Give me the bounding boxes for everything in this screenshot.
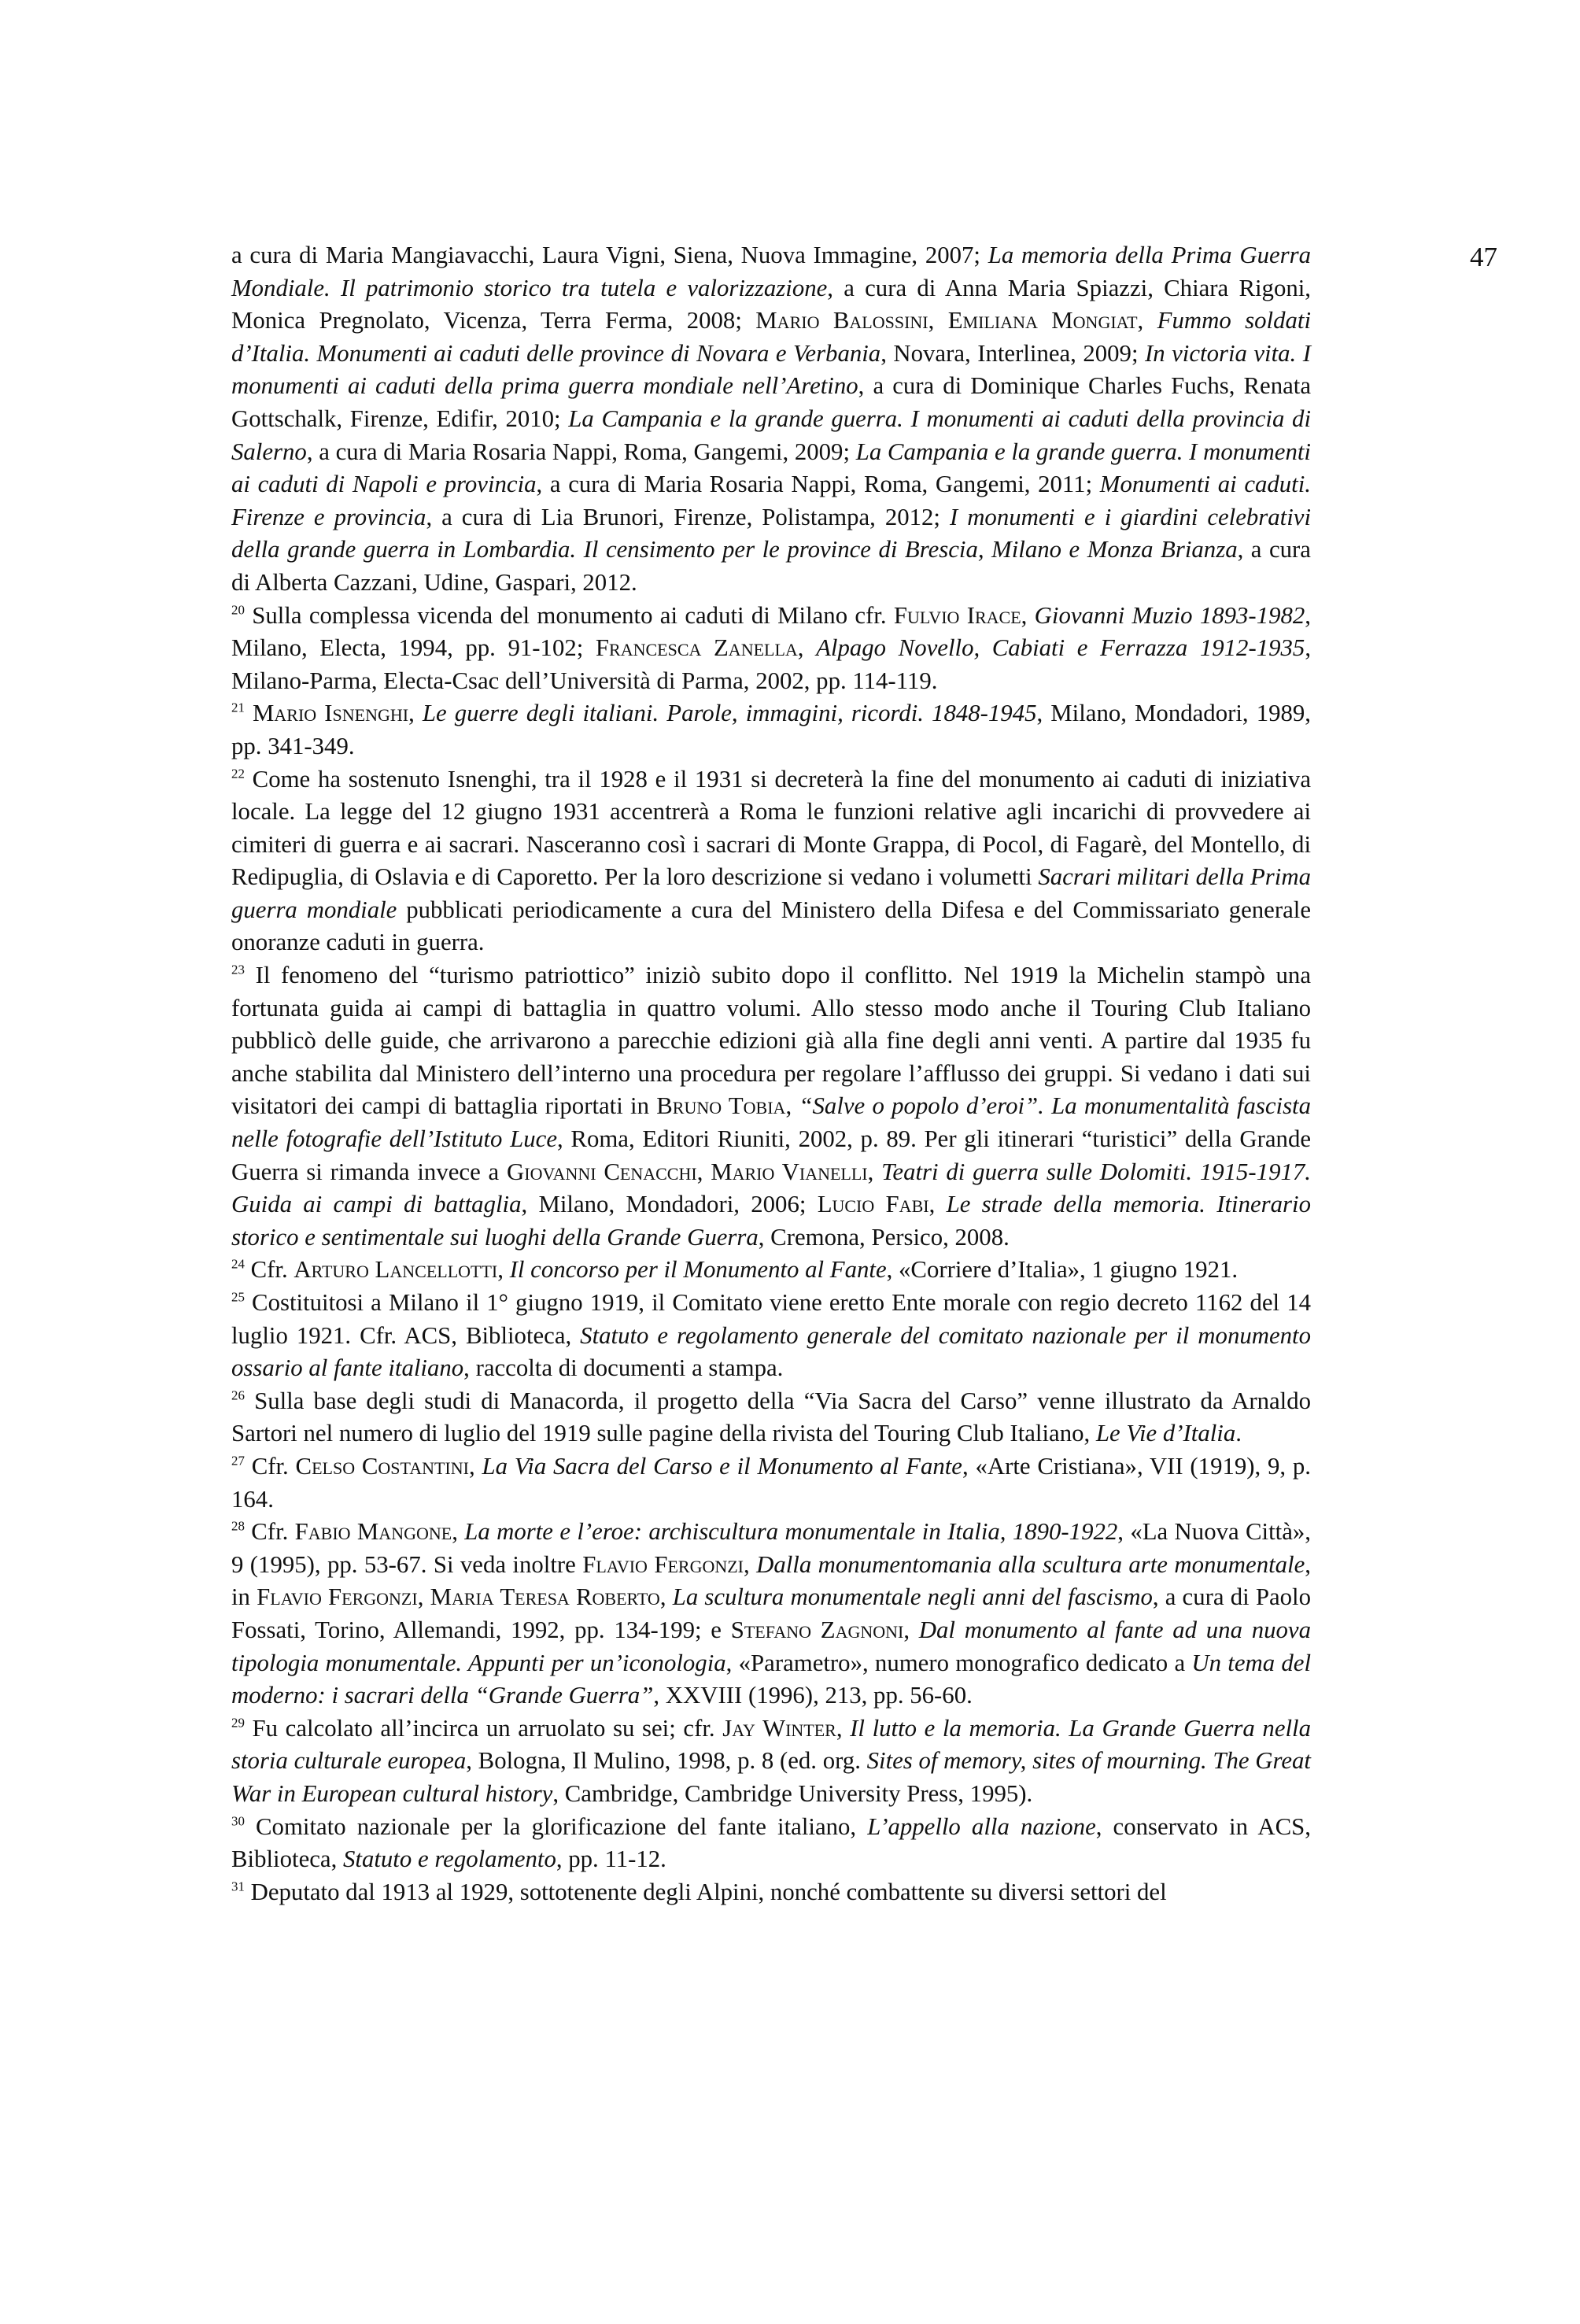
footnote-22 (231, 763, 1311, 960)
title-text: Statuto e regolamento (342, 1846, 556, 1873)
footnote-text: , Milano, Mondadori, 1989, pp. 341-349. (231, 700, 1311, 759)
footnote-text: , Milano, Electa, 1994, pp. 91-102; (231, 601, 1311, 662)
footnote-23 (231, 959, 1311, 1254)
title-text: Dalla monumentomania alla scultura arte monumentale (756, 1550, 1305, 1578)
footnote-number: 23 (231, 962, 245, 977)
author-name: Flavio Fergonzi (582, 1550, 744, 1578)
footnote-text: , Novara, Interlinea, 2009; (880, 339, 1145, 367)
footnote-text: , (836, 1714, 851, 1742)
footnote-text: , (867, 1158, 882, 1185)
footnote-text: , Cremona, Persico, 2008. (758, 1223, 1010, 1251)
title-text: Sacrari militari della Prima guerra mondiale (231, 863, 1311, 923)
title-text: Il concorso per il Monumento al Fante (509, 1256, 887, 1284)
footnote-text: , raccolta di documenti a stampa. (463, 1354, 784, 1382)
footnote-31 (231, 1876, 1311, 1909)
footnote-text: Comitato nazionale per la glorificazione del fante italiano, (244, 1812, 868, 1840)
footnote-text: , (696, 1158, 711, 1185)
title-text: “Salve o popolo d’eroi”. La monumentalità fascista nelle fotografie dell’Istituto Luce (231, 1092, 1312, 1153)
footnotes-body (231, 239, 1311, 1908)
footnote-20 (231, 600, 1311, 698)
title-text: La Campania e la grande guerra. I monumenti ai caduti di Napoli e provincia (231, 438, 1311, 498)
footnote-28 (231, 1516, 1311, 1713)
footnote-text: , «Arte Cristiana», VII (1919), 9, p. 164. (231, 1452, 1311, 1513)
author-name: Mario Vianelli (711, 1158, 868, 1185)
footnote-text: , Milano-Parma, Electa-Csac dell’Università di Parma, 2002, pp. 114-119. (231, 634, 1312, 694)
author-name: Flavio Fergonzi (257, 1583, 418, 1611)
footnote-30 (231, 1811, 1311, 1876)
footnote-27 (231, 1450, 1311, 1516)
title-text: La Campania e la grande guerra. I monumenti ai caduti della provincia di Salerno (231, 405, 1312, 465)
footnote-text: , XXVIII (1996), 213, pp. 56-60. (653, 1682, 973, 1709)
footnote-number: 26 (231, 1387, 245, 1403)
footnote-text: , a cura di Anna Maria Spiazzi, Chiara Rigoni, Monica Pregnolato, Vicenza, Terra Ferma, 2008; (231, 274, 1311, 334)
author-name: Jay Winter (722, 1714, 836, 1742)
title-text: La memoria della Prima Guerra Mondiale. Il patrimonio storico tra tutela e valorizzazione (231, 242, 1312, 301)
title-text: Statuto e regolamento generale del comitato nazionale per il monumento ossario al fante italiano (231, 1321, 1311, 1382)
footnote-text: , in (231, 1550, 1311, 1611)
author-name: Mario Isnenghi (253, 700, 409, 727)
footnote-text: , Cambridge, Cambridge University Press, 1995). (552, 1779, 1033, 1807)
footnote-text: , Roma, Editori Riuniti, 2002, p. 89. Per gli itinerari “turistici” della Grande Guerra si rimanda invece a (231, 1125, 1312, 1185)
footnote-text: , pp. 11-12. (556, 1846, 666, 1873)
footnote-text: , (659, 1583, 673, 1611)
footnote-text: , (928, 307, 948, 334)
title-text: Monumenti ai caduti. Firenze e provincia (231, 471, 1311, 530)
footnote-text: , Bologna, Il Mulino, 1998, p. 8 (ed. org. (466, 1747, 867, 1775)
title-text: L’appello alla nazione (867, 1812, 1096, 1840)
footnote-text: , «Corriere d’Italia», 1 giugno 1921. (886, 1256, 1239, 1284)
author-name: Fabio Mangone (294, 1518, 452, 1546)
footnote-text: . (1235, 1420, 1242, 1447)
author-name: Stefano Zagnoni (730, 1616, 904, 1643)
footnote-text: Deputato dal 1913 al 1929, sottotenente degli Alpini, nonché combattente su diversi settori del (244, 1878, 1167, 1905)
title-text: La morte e l’eroe: archiscultura monumentale in Italia, 1890-1922 (464, 1518, 1118, 1546)
footnote-text: , (417, 1583, 430, 1611)
footnote-number: 29 (231, 1715, 245, 1731)
title-text: Le Vie d’Italia (1095, 1420, 1236, 1447)
author-name: Maria Teresa Roberto (430, 1583, 660, 1611)
footnote-text: Cfr. (244, 1452, 296, 1480)
title-text: Le strade della memoria. Itinerario storico e sentimentale sui luoghi della Grande Guerra (231, 1191, 1311, 1251)
title-text: La Via Sacra del Carso e il Monumento al Fante (482, 1452, 962, 1480)
footnote-text: , «Parametro», numero monografico dedicato a (725, 1649, 1192, 1676)
title-text: Un tema del moderno: i sacrari della “Grande Guerra” (231, 1649, 1312, 1709)
footnote-text: , (497, 1256, 510, 1284)
author-name: Bruno Tobia (656, 1092, 786, 1120)
footnote-25 (231, 1287, 1311, 1385)
title-text: Le guerre degli italiani. Parole, immagini, ricordi. 1848-1945 (422, 700, 1037, 727)
footnote-number: 21 (231, 700, 245, 716)
footnote-text: , a cura di Alberta Cazzani, Udine, Gaspari, 2012. (231, 536, 1311, 596)
title-text: I monumenti e i giardini celebrativi della grande guerra in Lombardia. Il censimento per le province di Brescia, Milano e Monza Brianza (231, 503, 1312, 563)
title-text: Il lutto e la memoria. La Grande Guerra nella storia culturale europea (231, 1714, 1312, 1775)
footnote-text: , (1021, 601, 1035, 629)
author-name: Mario Balossini (755, 307, 928, 334)
page-number: 47 (1470, 242, 1497, 272)
footnote-text: , (785, 1092, 799, 1120)
footnote-text: Sulla complessa vicenda del monumento ai caduti di Milano cfr. (244, 601, 894, 629)
title-text: Fummo soldati d’Italia. Monumenti ai caduti delle province di Novara e Verbania (231, 307, 1312, 367)
footnote-text: , «La Nuova Città», 9 (1995), pp. 53-67. Si veda inoltre (231, 1518, 1311, 1578)
title-text: Sites of memory, sites of mourning. The Great War in European cultural history (231, 1747, 1311, 1807)
footnote-text: , (744, 1550, 757, 1578)
footnote-text: a cura di Maria Mangiavacchi, Laura Vigni, Siena, Nuova Immagine, 2007; (231, 242, 988, 268)
footnote-24 (231, 1254, 1311, 1287)
footnote-number: 28 (231, 1518, 245, 1534)
footnote-29 (231, 1713, 1311, 1811)
author-name: Francesca Zanella (595, 634, 798, 662)
footnote-text: , a cura di Maria Rosaria Nappi, Roma, Gangemi, 2009; (306, 438, 856, 465)
footnote-number: 22 (231, 766, 245, 781)
footnote-text: Come ha sostenuto Isnenghi, tra il 1928 e il 1931 si decreterà la fine del monumento ai caduti di iniziativa locale. La legge del 12 giugno 1931 accentrerà a Roma le funzioni relative agli incarichi di provvedere ai cimiteri di guerra e ai sacrari. Nasceranno così i sacrari di Monte Grappa, di Pocol, di Fagarè, del Montello, di Redipuglia, di Oslavia e di Caporetto. Per la loro descrizione si vedano i volumetti (231, 765, 1311, 891)
footnote-26 (231, 1385, 1311, 1450)
title-text: In victoria vita. I monumenti ai caduti della prima guerra mondiale nell’Aretino (231, 339, 1311, 400)
footnote-text: , a cura di Maria Rosaria Nappi, Roma, Gangemi, 2011; (536, 471, 1100, 498)
footnote-text: , (468, 1452, 482, 1480)
footnote-number: 27 (231, 1453, 245, 1469)
footnote-text: Fu calcolato all’incirca un arruolato su sei; cfr. (244, 1714, 723, 1742)
title-text: La scultura monumentale negli anni del fascismo (672, 1583, 1153, 1611)
footnote-text: , (452, 1518, 465, 1546)
footnote-text: , Milano, Mondadori, 2006; (521, 1191, 818, 1218)
footnote-text: , (1137, 307, 1157, 334)
footnote-text: , (928, 1191, 947, 1218)
footnote-text: Il fenomeno del “turismo patriottico” iniziò subito dopo il conflitto. Nel 1919 la Michelin stampò una fortunata guida ai campi di battaglia in quattro volumi. Allo stesso modo anche il Touring Club Italiano pubblicò delle guide, che arrivarono a parecchie edizioni già alla fine degli anni venti. A partire dal 1935 fu anche stabilita dal Ministero dell’interno una procedura per regolare l’afflusso dei gruppi. Si vedano i dati sui visitatori dei campi di battaglia riportati in (231, 962, 1311, 1120)
footnote-text: , a cura di Dominique Charles Fuchs, Renata Gottschalk, Firenze, Edifir, 2010; (231, 372, 1311, 432)
footnote-21 (231, 697, 1311, 763)
footnote-text: , (903, 1616, 919, 1643)
footnote-text: Costituitosi a Milano il 1° giugno 1919, il Comitato viene eretto Ente morale con regio decreto 1162 del 14 luglio 1921. Cfr. ACS, Biblioteca, (231, 1289, 1311, 1349)
footnote-text: , (797, 634, 817, 662)
author-name: Lucio Fabi (817, 1191, 929, 1218)
footnote-text: , conservato in ACS, Biblioteca, (231, 1812, 1312, 1873)
title-text: Alpago Novello, Cabiati e Ferrazza 1912-1935 (816, 634, 1305, 662)
author-name: Arturo Lancellotti (293, 1256, 498, 1284)
footnote-19-continued (231, 239, 1311, 600)
footnote-number: 24 (231, 1257, 245, 1273)
title-text: Giovanni Muzio 1893-1982 (1034, 601, 1305, 629)
footnote-text: Cfr. (244, 1518, 295, 1546)
title-text: Dal monumento al fante ad una nuova tipologia monumentale. Appunti per un’iconologia (231, 1616, 1311, 1676)
author-name: Celso Costantini (295, 1452, 469, 1480)
footnote-number: 30 (231, 1813, 245, 1829)
footnote-text: , (408, 700, 423, 727)
footnote-text: Cfr. (244, 1256, 294, 1284)
author-name: Fulvio Irace (893, 601, 1021, 629)
footnote-text: , a cura di Lia Brunori, Firenze, Polistampa, 2012; (426, 503, 950, 530)
author-name: Giovanni Cenacchi (507, 1158, 697, 1185)
footnote-text: Sulla base degli studi di Manacorda, il progetto della “Via Sacra del Carso” venne illustrato da Arnaldo Sartori nel numero di luglio del 1919 sulle pagine della rivista del Touring Club Italiano, (231, 1387, 1311, 1447)
footnote-text: , a cura di Paolo Fossati, Torino, Allemandi, 1992, pp. 134-199; e (231, 1583, 1311, 1643)
footnote-number: 31 (231, 1879, 245, 1894)
footnote-text (245, 700, 253, 726)
author-name: Emiliana Mongiat (947, 307, 1138, 334)
title-text: Teatri di guerra sulle Dolomiti. 1915-1917. Guida ai campi di battaglia (231, 1158, 1311, 1218)
footnote-number: 25 (231, 1289, 245, 1305)
footnote-text: pubblicati periodicamente a cura del Ministero della Difesa e del Commissariato generale onoranze caduti in guerra. (231, 896, 1311, 956)
footnote-number: 20 (231, 602, 245, 618)
